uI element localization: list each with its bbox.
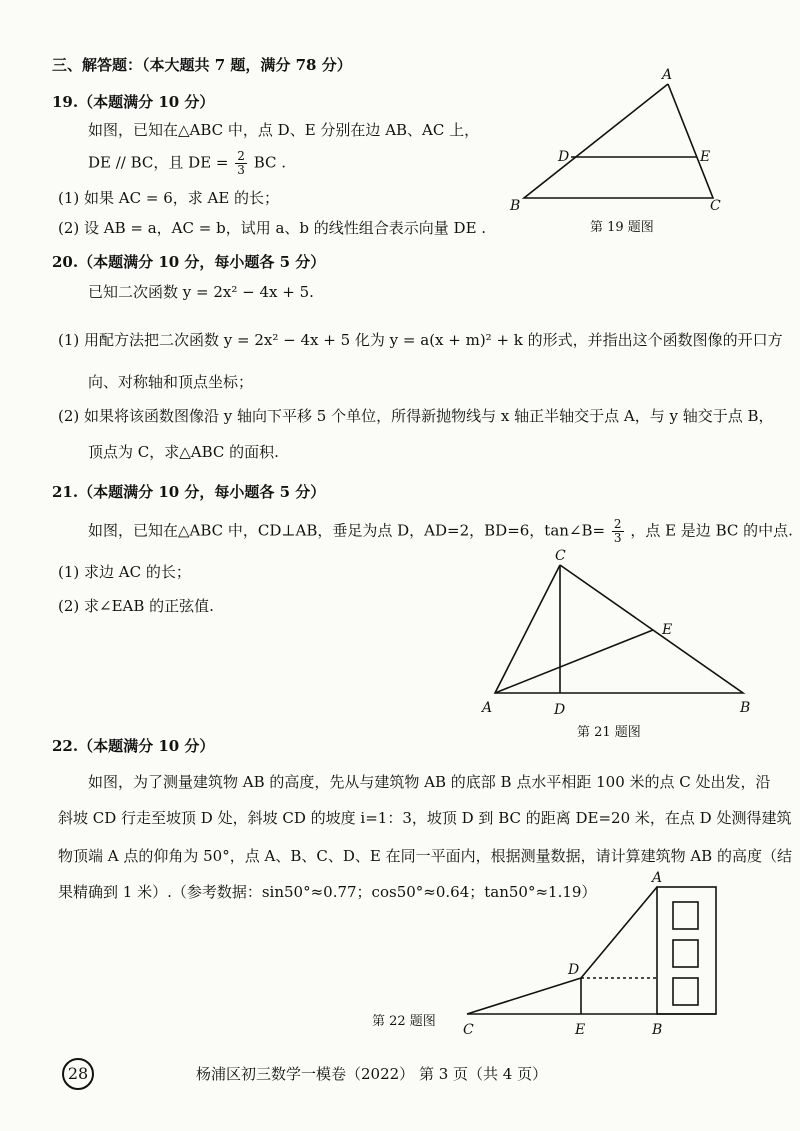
q19-frac-num: 2: [237, 149, 245, 163]
q22-window-2: [673, 940, 698, 967]
q20-line1: 已知二次函数 y = 2x² − 4x + 5.: [88, 283, 314, 301]
q21-caption: 第 21 题图: [577, 725, 641, 740]
q19-figure: [524, 84, 713, 198]
q21-line1-b: ，点 E 是边 BC 的中点.: [630, 521, 793, 540]
q19-label-c: C: [710, 198, 721, 214]
q21-label-d: D: [554, 702, 566, 718]
q22-building: [657, 887, 716, 1014]
q19-caption: 第 19 题图: [590, 220, 654, 235]
q22-line3: 物顶端 A 点的仰角为 50°，点 A、B、C、D、E 在同一平面内，根据测量数据，请计算建筑物 AB 的高度（结: [58, 847, 792, 865]
q22-line1: 如图，为了测量建筑物 AB 的高度，先从与建筑物 AB 的底部 B 点水平相距 100 米的点 C 处出发，沿: [88, 773, 771, 791]
q19-part2: (2) 设 AB = a，AC = b，试用 a、b 的线性组合表示向量 DE .: [58, 219, 487, 237]
q22-label-a: A: [652, 870, 663, 886]
q21-label-c: C: [555, 548, 566, 564]
q21-part1: (1) 求边 AC 的长；: [58, 563, 191, 581]
q22-line4: 果精确到 1 米）.（参考数据：sin50°≈0.77；cos50°≈0.64；tan50°≈1.19）: [58, 883, 597, 901]
q22-label-e: E: [575, 1022, 586, 1038]
q22-label-c: C: [463, 1022, 474, 1038]
q22-sightline-da: [581, 887, 657, 978]
q22-window-1: [673, 902, 698, 929]
footer-text: 杨浦区初三数学一模卷（2022） 第 3 页（共 4 页）: [196, 1065, 548, 1083]
q20-part2-a: (2) 如果将该函数图像沿 y 轴向下平移 5 个单位，所得新抛物线与 x 轴正半轴交于点 A，与 y 轴交于点 B，: [58, 407, 774, 425]
q22-figure: [467, 887, 716, 1014]
q19-line2-b: BC .: [253, 153, 287, 172]
q19-label-d: D: [558, 149, 570, 165]
q21-frac-num: 2: [613, 517, 622, 531]
q21-frac-den: 3: [613, 531, 622, 545]
q21-triangle: [495, 565, 743, 693]
q22-heading: 22.（本题满分 10 分）: [52, 737, 215, 755]
q21-line1-a: 如图，已知在△ABC 中，CD⊥AB，垂足为点 D，AD=2，BD=6，tan∠B=: [88, 521, 606, 540]
q21-figure: [495, 565, 743, 693]
q22-label-d: D: [568, 962, 580, 978]
q21-label-e: E: [662, 622, 673, 638]
q19-line2-a: DE // BC，且 DE =: [88, 153, 229, 172]
q21-part2: (2) 求∠EAB 的正弦值.: [58, 597, 214, 615]
q19-label-e: E: [700, 149, 711, 165]
q19-label-a: A: [662, 67, 673, 83]
q21-label-b: B: [740, 700, 751, 716]
q22-window-3: [673, 978, 698, 1005]
q19-part1: (1) 如果 AC = 6，求 AE 的长；: [58, 189, 280, 207]
q22-label-b: B: [652, 1022, 663, 1038]
q22-slope-cd: [467, 978, 581, 1014]
q19-heading: 19.（本题满分 10 分）: [52, 93, 215, 111]
q19-frac-den: 3: [237, 163, 245, 177]
q22-caption: 第 22 题图: [372, 1014, 436, 1029]
page-badge: 28: [62, 1058, 94, 1090]
q21-segment-ae: [495, 630, 653, 693]
q19-line1: 如图，已知在△ABC 中，点 D、E 分别在边 AB、AC 上，: [88, 121, 480, 139]
q20-part2-b: 顶点为 C，求△ABC 的面积.: [88, 443, 279, 461]
q20-heading: 20.（本题满分 10 分，每小题各 5 分）: [52, 253, 326, 271]
q19-triangle: [524, 84, 713, 198]
q21-heading: 21.（本题满分 10 分，每小题各 5 分）: [52, 483, 326, 501]
q19-label-b: B: [510, 198, 521, 214]
section-title: 三、解答题：（本大题共 7 题，满分 78 分）: [52, 56, 352, 74]
q20-part1-b: 向、对称轴和顶点坐标；: [88, 373, 254, 391]
q22-line2: 斜坡 CD 行走至坡顶 D 处，斜坡 CD 的坡度 i=1：3，坡顶 D 到 BC 的距离 DE=20 米，在点 D 处测得建筑: [58, 809, 792, 827]
q20-part1-a: (1) 用配方法把二次函数 y = 2x² − 4x + 5 化为 y = a(x + m)² + k 的形式，并指出这个函数图像的开口方: [58, 331, 783, 349]
q21-label-a: A: [482, 700, 493, 716]
